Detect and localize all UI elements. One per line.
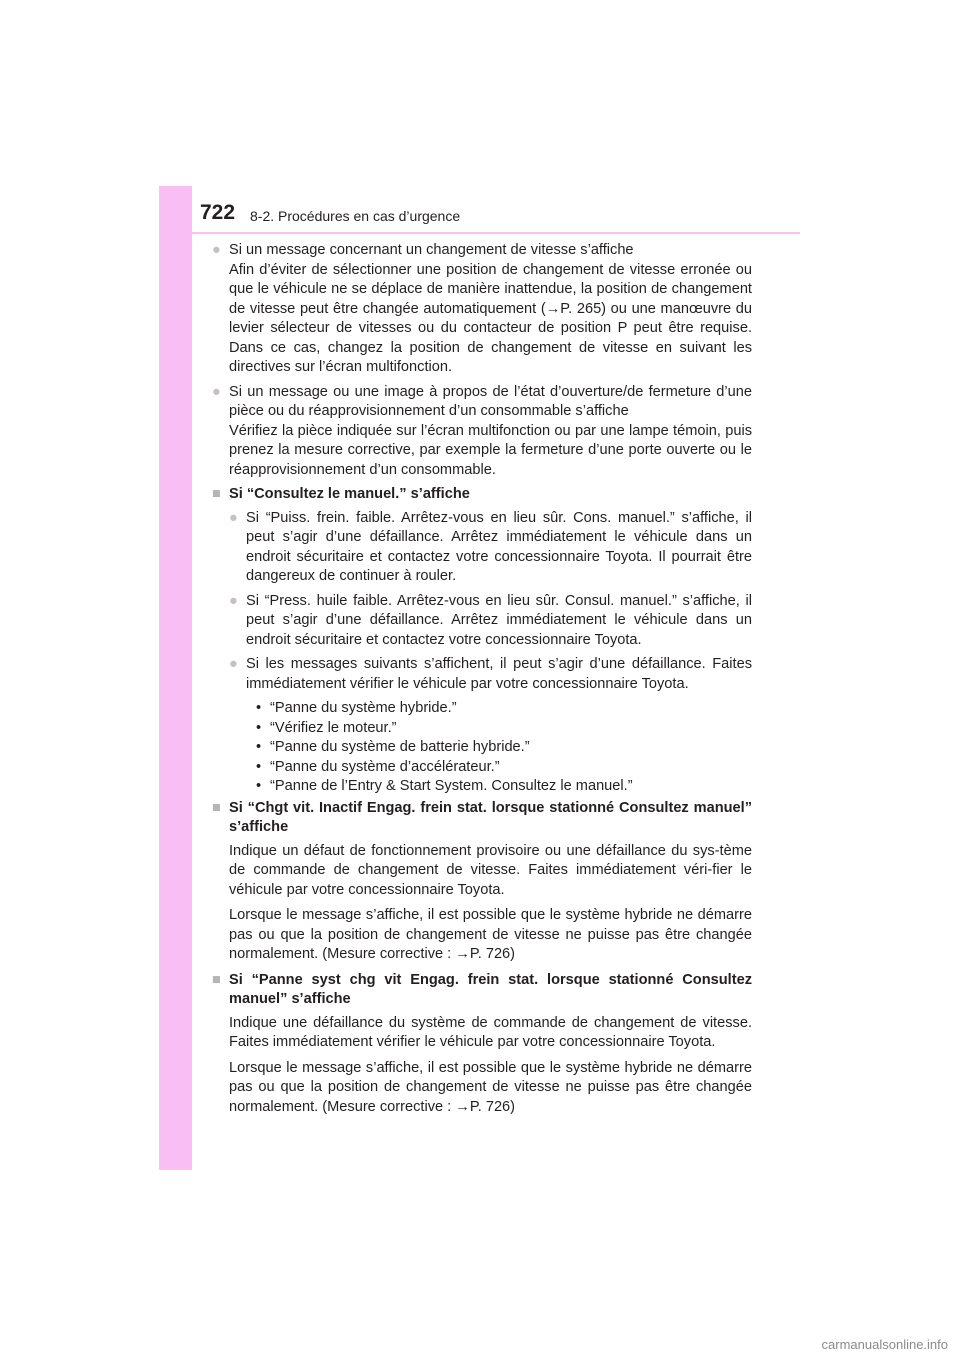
section-heading: ■ Si “Panne syst chg vit Engag. frein stat. lorsque stationné Consultez manuel” s’affiche [212,971,752,1007]
message-list-item: • “Panne du système hybride.” [256,699,752,719]
page-content [212,241,752,1123]
header-divider [192,232,800,234]
list-item: ● Si les messages suivants s’affichent, il peut s’agir d’une défaillance. Faites immédiatement vérifier le véhicule par votre concessionnaire Toyota. [229,656,752,692]
message-list-item: • “Panne du système d’accélérateur.” [256,758,752,778]
paragraph: Lorsque le message s’affiche, il est possible que le système hybride ne démarre pas ou que la position de changement de vitesse ne puisse pas être changée normalement. (Mesure corrective : →P. 726) [229,907,752,962]
item-title: Si un message ou une image à propos de l’état d’ouverture/de fermeture d’une pièce ou du réapprovisionnement d’un consommable s’affiche [229,383,752,419]
watermark: carmanualsonline.info [821,1337,948,1352]
bullet-circle-icon: ● [229,656,238,672]
chapter-side-tab [159,186,192,1170]
bullet-circle-icon: ● [212,383,221,400]
message-list-item: • “Panne de l’Entry & Start System. Consultez le manuel.” [256,777,752,797]
list-item [212,241,752,378]
bullet-circle-icon: ● [212,242,221,258]
subsection [212,509,752,797]
message-list [229,699,752,797]
message-list-item: • “Panne du système de batterie hybride.” [256,738,752,758]
list-item [212,383,752,481]
square-marker-icon: ■ [212,799,221,816]
item-body: Afin d’éviter de sélectionner une position de changement de vitesse erronée ou que le véhicule ne se déplace de manière inattendue, la position de changement de vitesse peut être changée automatiquement (→P. 265) ou une manœuvre du levier sélecteur de vitesses ou du contacteur de position P peut être requise. Dans ce cas, changez la position de changement de vitesse en suivant les directives sur l’écran multifonction. [229,261,752,375]
paragraph: Indique une défaillance du système de commande de changement de vitesse. Faites immédiatement vérifier le véhicule par votre concessionnaire Toyota. [229,1014,752,1050]
item-body: Vérifiez la pièce indiquée sur l’écran multifonction ou par une lampe témoin, puis prenez la mesure corrective, par exemple la fermeture d’une porte ouverte ou le réapprovisionnement d’un consommable. [229,422,752,478]
paragraph: Lorsque le message s’affiche, il est possible que le système hybride ne démarre pas ou que la position de changement de vitesse ne puisse pas être changée normalement. (Mesure corrective : →P. 726) [229,1059,752,1115]
bullet-circle-icon: ● [229,592,238,609]
paragraph: Indique un défaut de fonctionnement provisoire ou une défaillance du sys-tème de commande de changement de vitesse. Faites immédiatement véri-fier le véhicule par votre concessionnaire Toyota. [229,842,752,898]
section-title: 8-2. Procédures en cas d’urgence [250,208,461,224]
bullet-circle-icon: ● [229,509,238,526]
list-item: ● Si “Puiss. frein. faible. Arrêtez-vous en lieu sûr. Cons. manuel.” s’affiche, il peut s’agir d’une défaillance. Arrêtez immédiatement le véhicule dans un endroit sécuritaire et contactez votre concessionnaire Toyota. Il pourrait être dangereux de continuer à rouler. [229,509,752,584]
square-marker-icon: ■ [212,971,221,988]
list-item: ● Si “Press. huile faible. Arrêtez-vous en lieu sûr. Consul. manuel.” s’affiche, il peut s’agir d’une défaillance. Arrêtez immédiatement le véhicule dans un endroit sécuritaire et contactez votre concessionnaire Toyota. [229,592,752,648]
section-heading: ■ Si “Chgt vit. Inactif Engag. frein stat. lorsque stationné Consultez manuel” s’affiche [212,799,752,835]
message-list-item: • “Vérifiez le moteur.” [256,719,752,739]
page-number: 722 [200,201,236,224]
item-title: Si un message concernant un changement de vitesse s’affiche [229,242,634,258]
square-marker-icon: ■ [212,486,221,502]
section-heading: ■ Si “Consultez le manuel.” s’affiche [212,485,752,505]
